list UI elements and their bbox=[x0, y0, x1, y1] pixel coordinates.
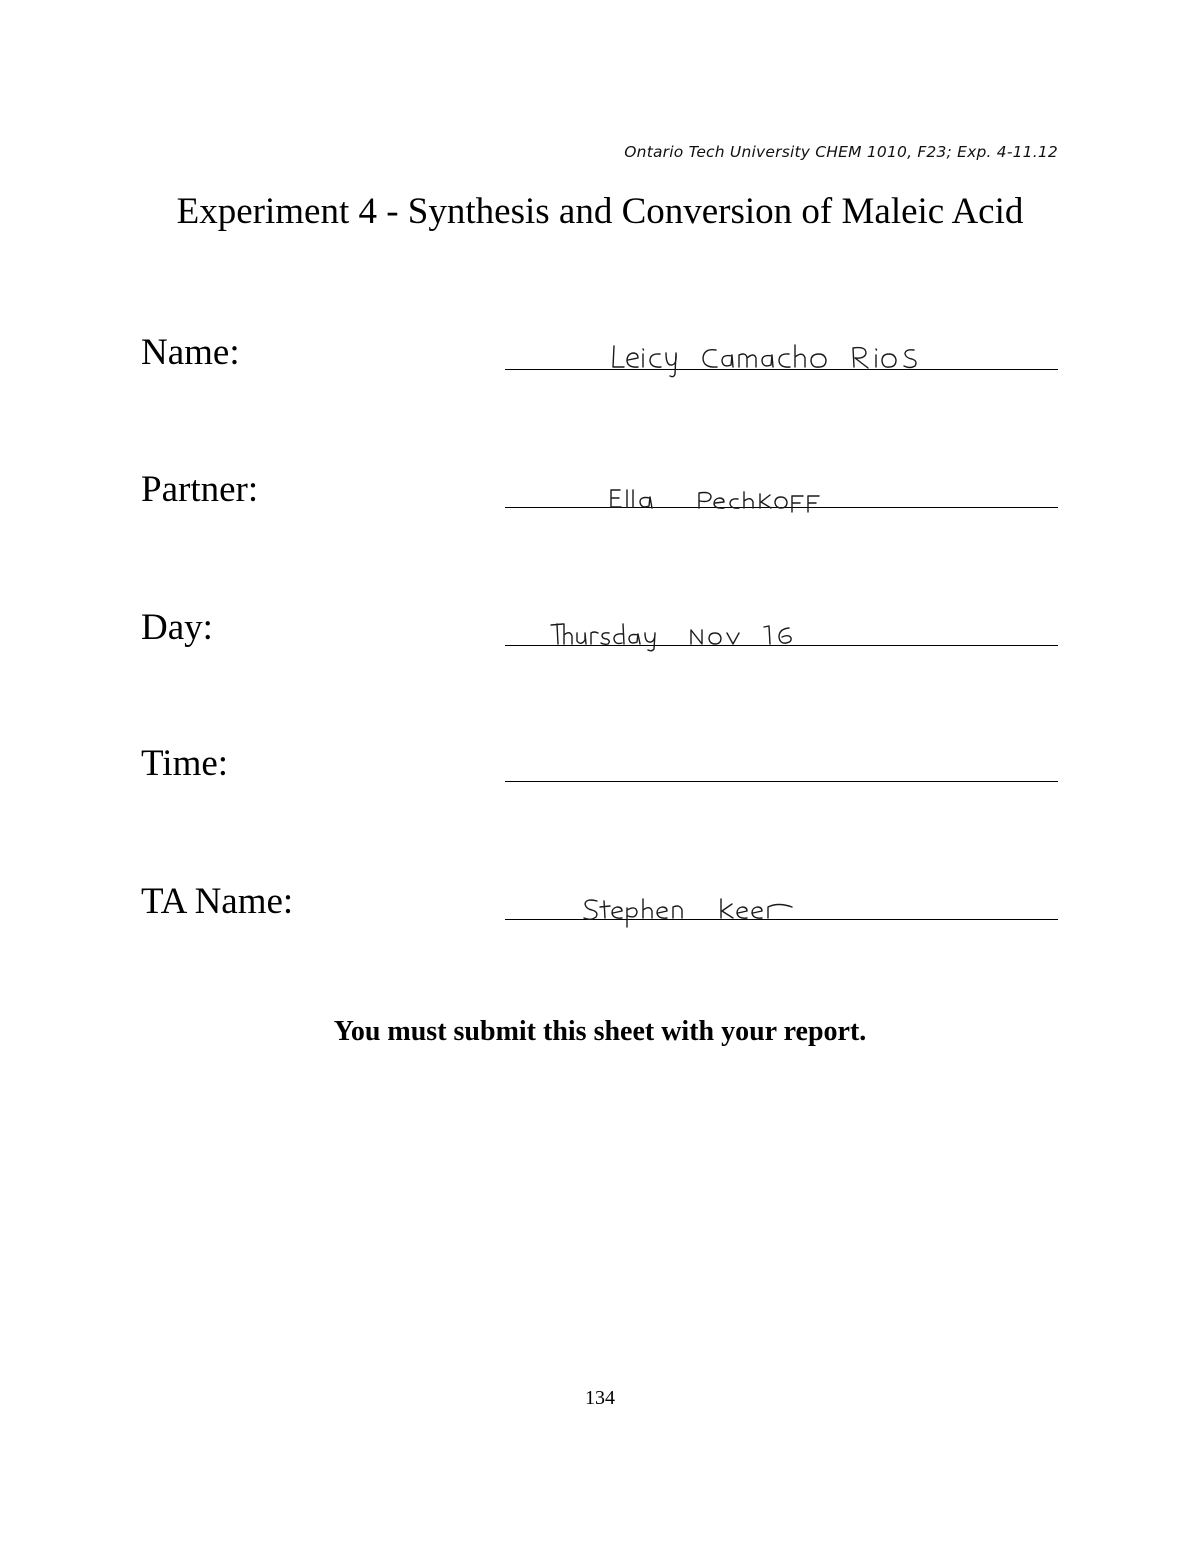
page-title: Experiment 4 - Synthesis and Conversion of Maleic Acid bbox=[176, 191, 1024, 232]
partner-label: Partner: bbox=[141, 469, 259, 510]
name-label: Name: bbox=[141, 332, 240, 373]
name-handwriting bbox=[608, 340, 928, 380]
course-header: Ontario Tech University CHEM 1010, F23; Exp. 4-11.12 bbox=[624, 143, 1058, 161]
day-handwriting bbox=[549, 618, 809, 652]
ta-name-label: TA Name: bbox=[141, 881, 294, 922]
partner-handwriting bbox=[606, 482, 836, 516]
submission-notice: You must submit this sheet with your report. bbox=[333, 1016, 867, 1047]
time-label: Time: bbox=[141, 743, 229, 784]
day-label: Day: bbox=[141, 607, 213, 648]
time-line bbox=[505, 781, 1058, 782]
ta-name-handwriting bbox=[582, 892, 802, 932]
page-number: 134 bbox=[585, 1387, 615, 1409]
